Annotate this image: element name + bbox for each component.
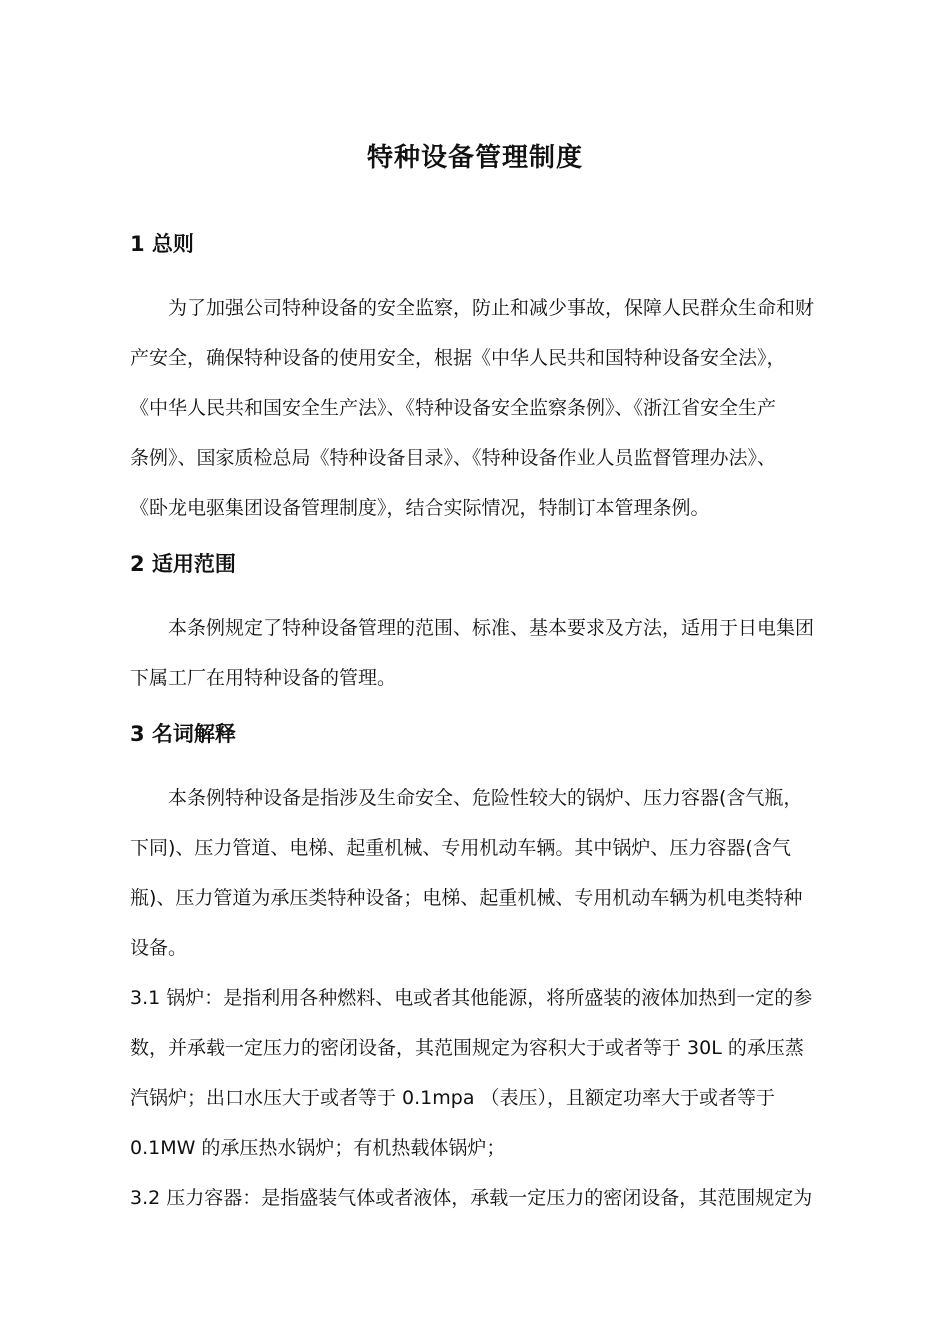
- paragraph-line: 下同)、压力管道、电梯、起重机械、专用机动车辆。其中锅炉、压力容器(含气: [130, 837, 791, 859]
- section-heading-general: 1 总则: [130, 232, 194, 256]
- clause-pressure-vessel: [130, 1173, 820, 1223]
- paragraph-line: 设备。: [130, 937, 188, 959]
- paragraph-line: 本条例规定了特种设备管理的范围、标准、基本要求及方法，适用于日电集团: [168, 617, 815, 639]
- paragraph-line: 《卧龙电驱集团设备管理制度》，结合实际情况，特制订本管理条例。: [130, 497, 710, 519]
- clause-line: 3.1 锅炉：是指利用各种燃料、电或者其他能源，将所盛装的液体加热到一定的参: [130, 987, 813, 1009]
- paragraph-line: 下属工厂在用特种设备的管理。: [130, 667, 397, 689]
- paragraph-definitions: [130, 773, 820, 973]
- clause-line: 数，并承载一定压力的密闭设备，其范围规定为容积大于或者等于 30L 的承压蒸: [130, 1037, 804, 1059]
- section-heading-scope: 2 适用范围: [130, 552, 236, 576]
- paragraph-line: 《中华人民共和国安全生产法》、《特种设备安全监察条例》、《浙江省安全生产: [130, 397, 777, 419]
- section-heading-definitions: 3 名词解释: [130, 722, 236, 746]
- clause-boiler: [130, 973, 820, 1173]
- document-title: 特种设备管理制度: [366, 143, 583, 173]
- clause-line: 汽锅炉；出口水压大于或者等于 0.1mpa （表压），且额定功率大于或者等于: [130, 1087, 776, 1109]
- paragraph-line: 瓶)、压力管道为承压类特种设备；电梯、起重机械、专用机动车辆为机电类特种: [130, 887, 803, 909]
- paragraph-line: 产安全，确保特种设备的使用安全，根据《中华人民共和国特种设备安全法》，: [130, 347, 786, 369]
- paragraph-line: 条例》、国家质检总局《特种设备目录》、《特种设备作业人员监督管理办法》、: [130, 447, 777, 469]
- clause-line: 0.1MW 的承压热水锅炉；有机热载体锅炉；: [130, 1137, 506, 1159]
- paragraph-line: 本条例特种设备是指涉及生命安全、危险性较大的锅炉、压力容器(含气瓶，: [168, 787, 803, 809]
- paragraph-line: 为了加强公司特种设备的安全监察，防止和减少事故，保障人民群众生命和财: [168, 297, 815, 319]
- paragraph-scope: [130, 603, 820, 703]
- paragraph-general: [130, 283, 820, 533]
- clause-line: 3.2 压力容器：是指盛装气体或者液体，承载一定压力的密闭设备，其范围规定为: [130, 1187, 813, 1209]
